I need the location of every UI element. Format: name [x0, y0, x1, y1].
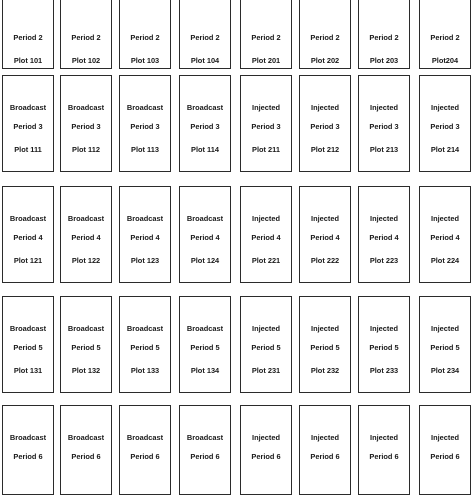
- plot-number-label: Plot 122: [71, 256, 101, 265]
- period-label: Period 6: [13, 452, 43, 461]
- plot-box: [240, 75, 292, 172]
- plot-box: [240, 405, 292, 495]
- treatment-label: Injected: [370, 103, 398, 112]
- period-label: Period 6: [369, 452, 399, 461]
- plot-number-label: Plot 121: [13, 256, 43, 265]
- plot-box: [240, 0, 292, 69]
- treatment-label: Injected: [431, 214, 459, 223]
- plot-box: [179, 296, 231, 393]
- plot-number-label: Plot 124: [190, 256, 220, 265]
- plot-box: [119, 0, 171, 69]
- plot-number-label: Plot 214: [430, 145, 460, 154]
- treatment-label: Broadcast: [126, 103, 164, 112]
- period-label: Period 6: [71, 452, 101, 461]
- period-label: Period 4: [190, 233, 220, 242]
- plot-box: [358, 296, 410, 393]
- treatment-label: Injected: [431, 433, 459, 442]
- treatment-label: Injected: [431, 103, 459, 112]
- treatment-label: Injected: [370, 214, 398, 223]
- period-label: Period 4: [310, 233, 340, 242]
- plot-box: [2, 296, 54, 393]
- plot-box: [60, 186, 112, 283]
- period-label: Period 4: [369, 233, 399, 242]
- treatment-label: Broadcast: [9, 433, 47, 442]
- plot-number-label: Plot 103: [130, 56, 160, 65]
- period-label: Period 3: [310, 122, 340, 131]
- period-label: Period 2: [130, 33, 160, 42]
- plot-number-label: Plot 222: [310, 256, 340, 265]
- plot-number-label: Plot 203: [369, 56, 399, 65]
- plot-number-label: Plot 201: [251, 56, 281, 65]
- period-label: Period 3: [251, 122, 281, 131]
- treatment-label: Injected: [252, 214, 280, 223]
- treatment-label: Broadcast: [67, 103, 105, 112]
- plot-box: [60, 296, 112, 393]
- plot-box: [119, 296, 171, 393]
- treatment-label: Broadcast: [9, 103, 47, 112]
- period-label: Period 3: [369, 122, 399, 131]
- plot-number-label: Plot 101: [13, 56, 43, 65]
- treatment-label: Broadcast: [126, 433, 164, 442]
- plot-box: [358, 75, 410, 172]
- period-label: Period 3: [71, 122, 101, 131]
- period-label: Period 3: [190, 122, 220, 131]
- plot-number-label: Plot 224: [430, 256, 460, 265]
- plot-box: [2, 186, 54, 283]
- plot-number-label: Plot 112: [72, 145, 100, 154]
- plot-box: [179, 0, 231, 69]
- treatment-label: Injected: [431, 324, 459, 333]
- plot-box: [419, 296, 471, 393]
- plot-box: [358, 186, 410, 283]
- plot-box: [299, 296, 351, 393]
- plot-number-label: Plot 131: [13, 366, 43, 375]
- plot-box: [419, 0, 471, 69]
- plot-number-label: Plot 231: [251, 366, 281, 375]
- plot-box: [179, 405, 231, 495]
- period-label: Period 3: [13, 122, 43, 131]
- period-label: Period 4: [13, 233, 43, 242]
- treatment-label: Broadcast: [67, 214, 105, 223]
- plot-number-label: Plot 102: [71, 56, 101, 65]
- period-label: Period 5: [190, 343, 220, 352]
- period-label: Period 5: [71, 343, 101, 352]
- plot-number-label: Plot 133: [130, 366, 160, 375]
- plot-box: [2, 405, 54, 495]
- period-label: Period 2: [71, 33, 101, 42]
- plot-box: [358, 405, 410, 495]
- treatment-label: Injected: [252, 433, 280, 442]
- period-label: Period 3: [430, 122, 460, 131]
- plot-box: [179, 75, 231, 172]
- plot-number-label: Plot 223: [369, 256, 399, 265]
- plot-number-label: Plot 211: [252, 145, 280, 154]
- treatment-label: Injected: [370, 433, 398, 442]
- plot-box: [240, 296, 292, 393]
- treatment-label: Broadcast: [186, 324, 224, 333]
- plot-number-label: Plot 212: [310, 145, 340, 154]
- plot-box: [119, 186, 171, 283]
- plot-box: [119, 405, 171, 495]
- period-label: Period 6: [430, 452, 460, 461]
- treatment-label: Broadcast: [186, 214, 224, 223]
- plot-number-label: Plot 132: [71, 366, 101, 375]
- plot-number-label: Plot 113: [131, 145, 159, 154]
- plot-box: [60, 75, 112, 172]
- treatment-label: Injected: [370, 324, 398, 333]
- treatment-label: Broadcast: [9, 214, 47, 223]
- period-label: Period 4: [430, 233, 460, 242]
- treatment-label: Broadcast: [67, 433, 105, 442]
- treatment-label: Broadcast: [9, 324, 47, 333]
- treatment-label: Injected: [252, 103, 280, 112]
- plot-number-label: Plot 104: [190, 56, 220, 65]
- period-label: Period 6: [310, 452, 340, 461]
- plot-number-label: Plot 232: [310, 366, 340, 375]
- treatment-label: Injected: [311, 324, 339, 333]
- treatment-label: Broadcast: [126, 324, 164, 333]
- plot-number-label: Plot 114: [191, 145, 219, 154]
- treatment-label: Broadcast: [186, 103, 224, 112]
- plot-number-label: Plot 234: [430, 366, 460, 375]
- treatment-label: Injected: [252, 324, 280, 333]
- plot-box: [60, 405, 112, 495]
- treatment-label: Injected: [311, 214, 339, 223]
- plot-box: [299, 186, 351, 283]
- plot-number-label: Plot 233: [369, 366, 399, 375]
- treatment-label: Broadcast: [126, 214, 164, 223]
- plot-box: [299, 0, 351, 69]
- plot-box: [2, 75, 54, 172]
- plot-box: [299, 405, 351, 495]
- plot-box: [179, 186, 231, 283]
- plot-number-label: Plot 123: [130, 256, 160, 265]
- period-label: Period 6: [190, 452, 220, 461]
- period-label: Period 2: [430, 33, 460, 42]
- plot-box: [119, 75, 171, 172]
- period-label: Period 2: [190, 33, 220, 42]
- plot-box: [419, 405, 471, 495]
- plot-number-label: Plot204: [431, 56, 459, 65]
- plot-box: [240, 186, 292, 283]
- period-label: Period 5: [310, 343, 340, 352]
- plot-number-label: Plot 202: [310, 56, 340, 65]
- plot-box: [358, 0, 410, 69]
- treatment-label: Injected: [311, 103, 339, 112]
- period-label: Period 6: [130, 452, 160, 461]
- plot-number-label: Plot 221: [251, 256, 281, 265]
- period-label: Period 5: [251, 343, 281, 352]
- plot-box: [419, 186, 471, 283]
- period-label: Period 5: [13, 343, 43, 352]
- period-label: Period 5: [130, 343, 160, 352]
- treatment-label: Injected: [311, 433, 339, 442]
- treatment-label: Broadcast: [186, 433, 224, 442]
- plot-box: [60, 0, 112, 69]
- period-label: Period 3: [130, 122, 160, 131]
- period-label: Period 4: [251, 233, 281, 242]
- period-label: Period 4: [130, 233, 160, 242]
- period-label: Period 2: [310, 33, 340, 42]
- plot-box: [419, 75, 471, 172]
- period-label: Period 6: [251, 452, 281, 461]
- period-label: Period 2: [13, 33, 43, 42]
- plot-number-label: Plot 134: [190, 366, 220, 375]
- plot-number-label: Plot 111: [14, 145, 42, 154]
- period-label: Period 2: [369, 33, 399, 42]
- period-label: Period 4: [71, 233, 101, 242]
- plot-box: [2, 0, 54, 69]
- period-label: Period 5: [369, 343, 399, 352]
- treatment-label: Broadcast: [67, 324, 105, 333]
- period-label: Period 2: [251, 33, 281, 42]
- period-label: Period 5: [430, 343, 460, 352]
- plot-box: [299, 75, 351, 172]
- plot-number-label: Plot 213: [369, 145, 399, 154]
